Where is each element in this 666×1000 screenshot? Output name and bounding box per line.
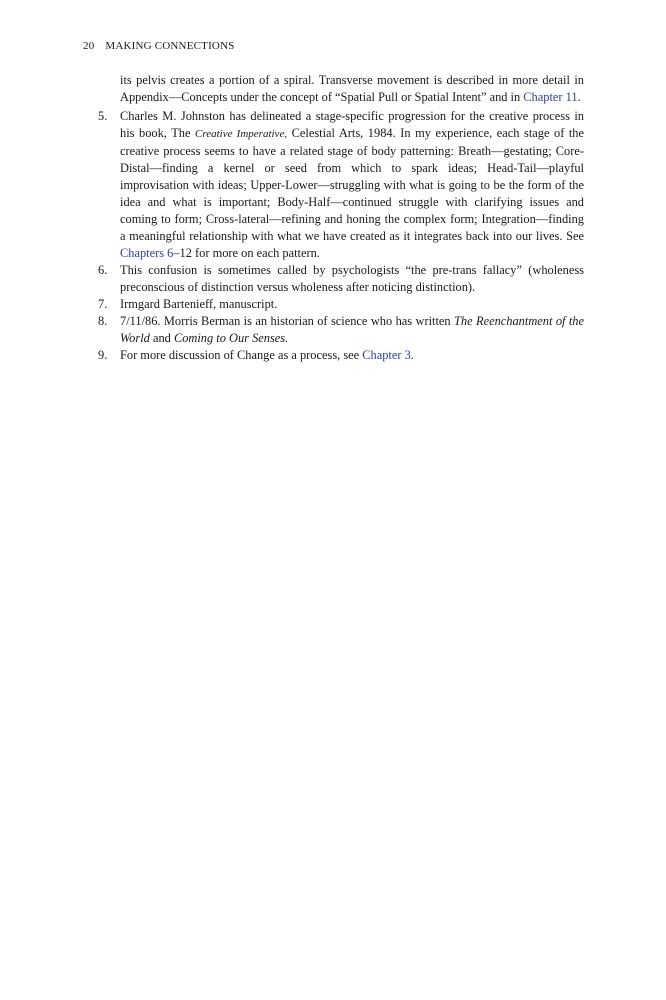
note-text xyxy=(120,347,584,364)
note-8 xyxy=(98,313,584,347)
note-text xyxy=(120,313,584,347)
chapters-6-link[interactable]: Chapters 6 xyxy=(120,246,174,260)
book-title: Coming to Our Senses. xyxy=(173,331,289,345)
note-continuation xyxy=(120,72,584,106)
note-number: 6. xyxy=(98,263,108,277)
note-text-part: 7/11/86. Morris Berman is an historian of science who has written xyxy=(120,314,455,328)
continuation-end: . xyxy=(577,90,581,104)
endnotes xyxy=(98,72,584,364)
note-text-part: For more discussion of Change as a process, see xyxy=(120,348,363,362)
note-text-part: –12 for more on each pattern. xyxy=(173,246,320,260)
note-text-part: Charles M. Johnston has delineated a stage-specific progression for the creative process in his book, The xyxy=(120,109,584,140)
book-title: The Reenchantment of the World xyxy=(120,314,585,345)
book-title: Creative Imperative, xyxy=(195,128,288,140)
section-title: MAKING CONNECTIONS xyxy=(105,40,235,52)
note-text-part: . xyxy=(410,348,414,362)
note-text: This confusion is sometimes called by psychologists “the pre-trans fallacy” (wholeness preconscious of distinction versus wholeness after noticing distinction). xyxy=(120,263,584,294)
note-text: Irmgard Bartenieff, manuscript. xyxy=(120,297,278,311)
note-text xyxy=(120,108,584,262)
chapter-11-link[interactable]: Chapter 11 xyxy=(523,90,578,104)
note-text-part: Celestial Arts, 1984. In my experience, each stage of the creative process seems to have a related stage of body patterning: Breath—gestating; Core-Distal—finding a kernel or seed from which to spark ideas; Head-Tail—playful improvisation with ideas; Upper-Lower—struggling with what is going to be the form of the idea and what is important; Body-Half—continued struggle with clarifying issues and coming to form; Cross-lateral—refining and honing the complex form; Integration—finding a meaningful relationship with what we have created as it integrates back into our lives. See xyxy=(120,126,584,243)
chapter-3-link[interactable]: Chapter 3 xyxy=(362,348,411,362)
note-number: 7. xyxy=(98,297,108,311)
note-6 xyxy=(98,262,584,296)
note-7 xyxy=(98,296,584,313)
note-5 xyxy=(98,108,584,262)
note-number: 5. xyxy=(98,109,108,123)
continuation-text: its pelvis creates a portion of a spiral. Transverse movement is described in more detail in Appendix—Concepts under the concept of “Spatial Pull or Spatial Intent” and in xyxy=(120,73,584,104)
note-number: 8. xyxy=(98,314,108,328)
running-head xyxy=(83,40,235,52)
note-number: 9. xyxy=(98,348,108,362)
page-number: 20 xyxy=(83,40,95,52)
note-9 xyxy=(98,347,584,364)
note-text-part: and xyxy=(149,331,174,345)
